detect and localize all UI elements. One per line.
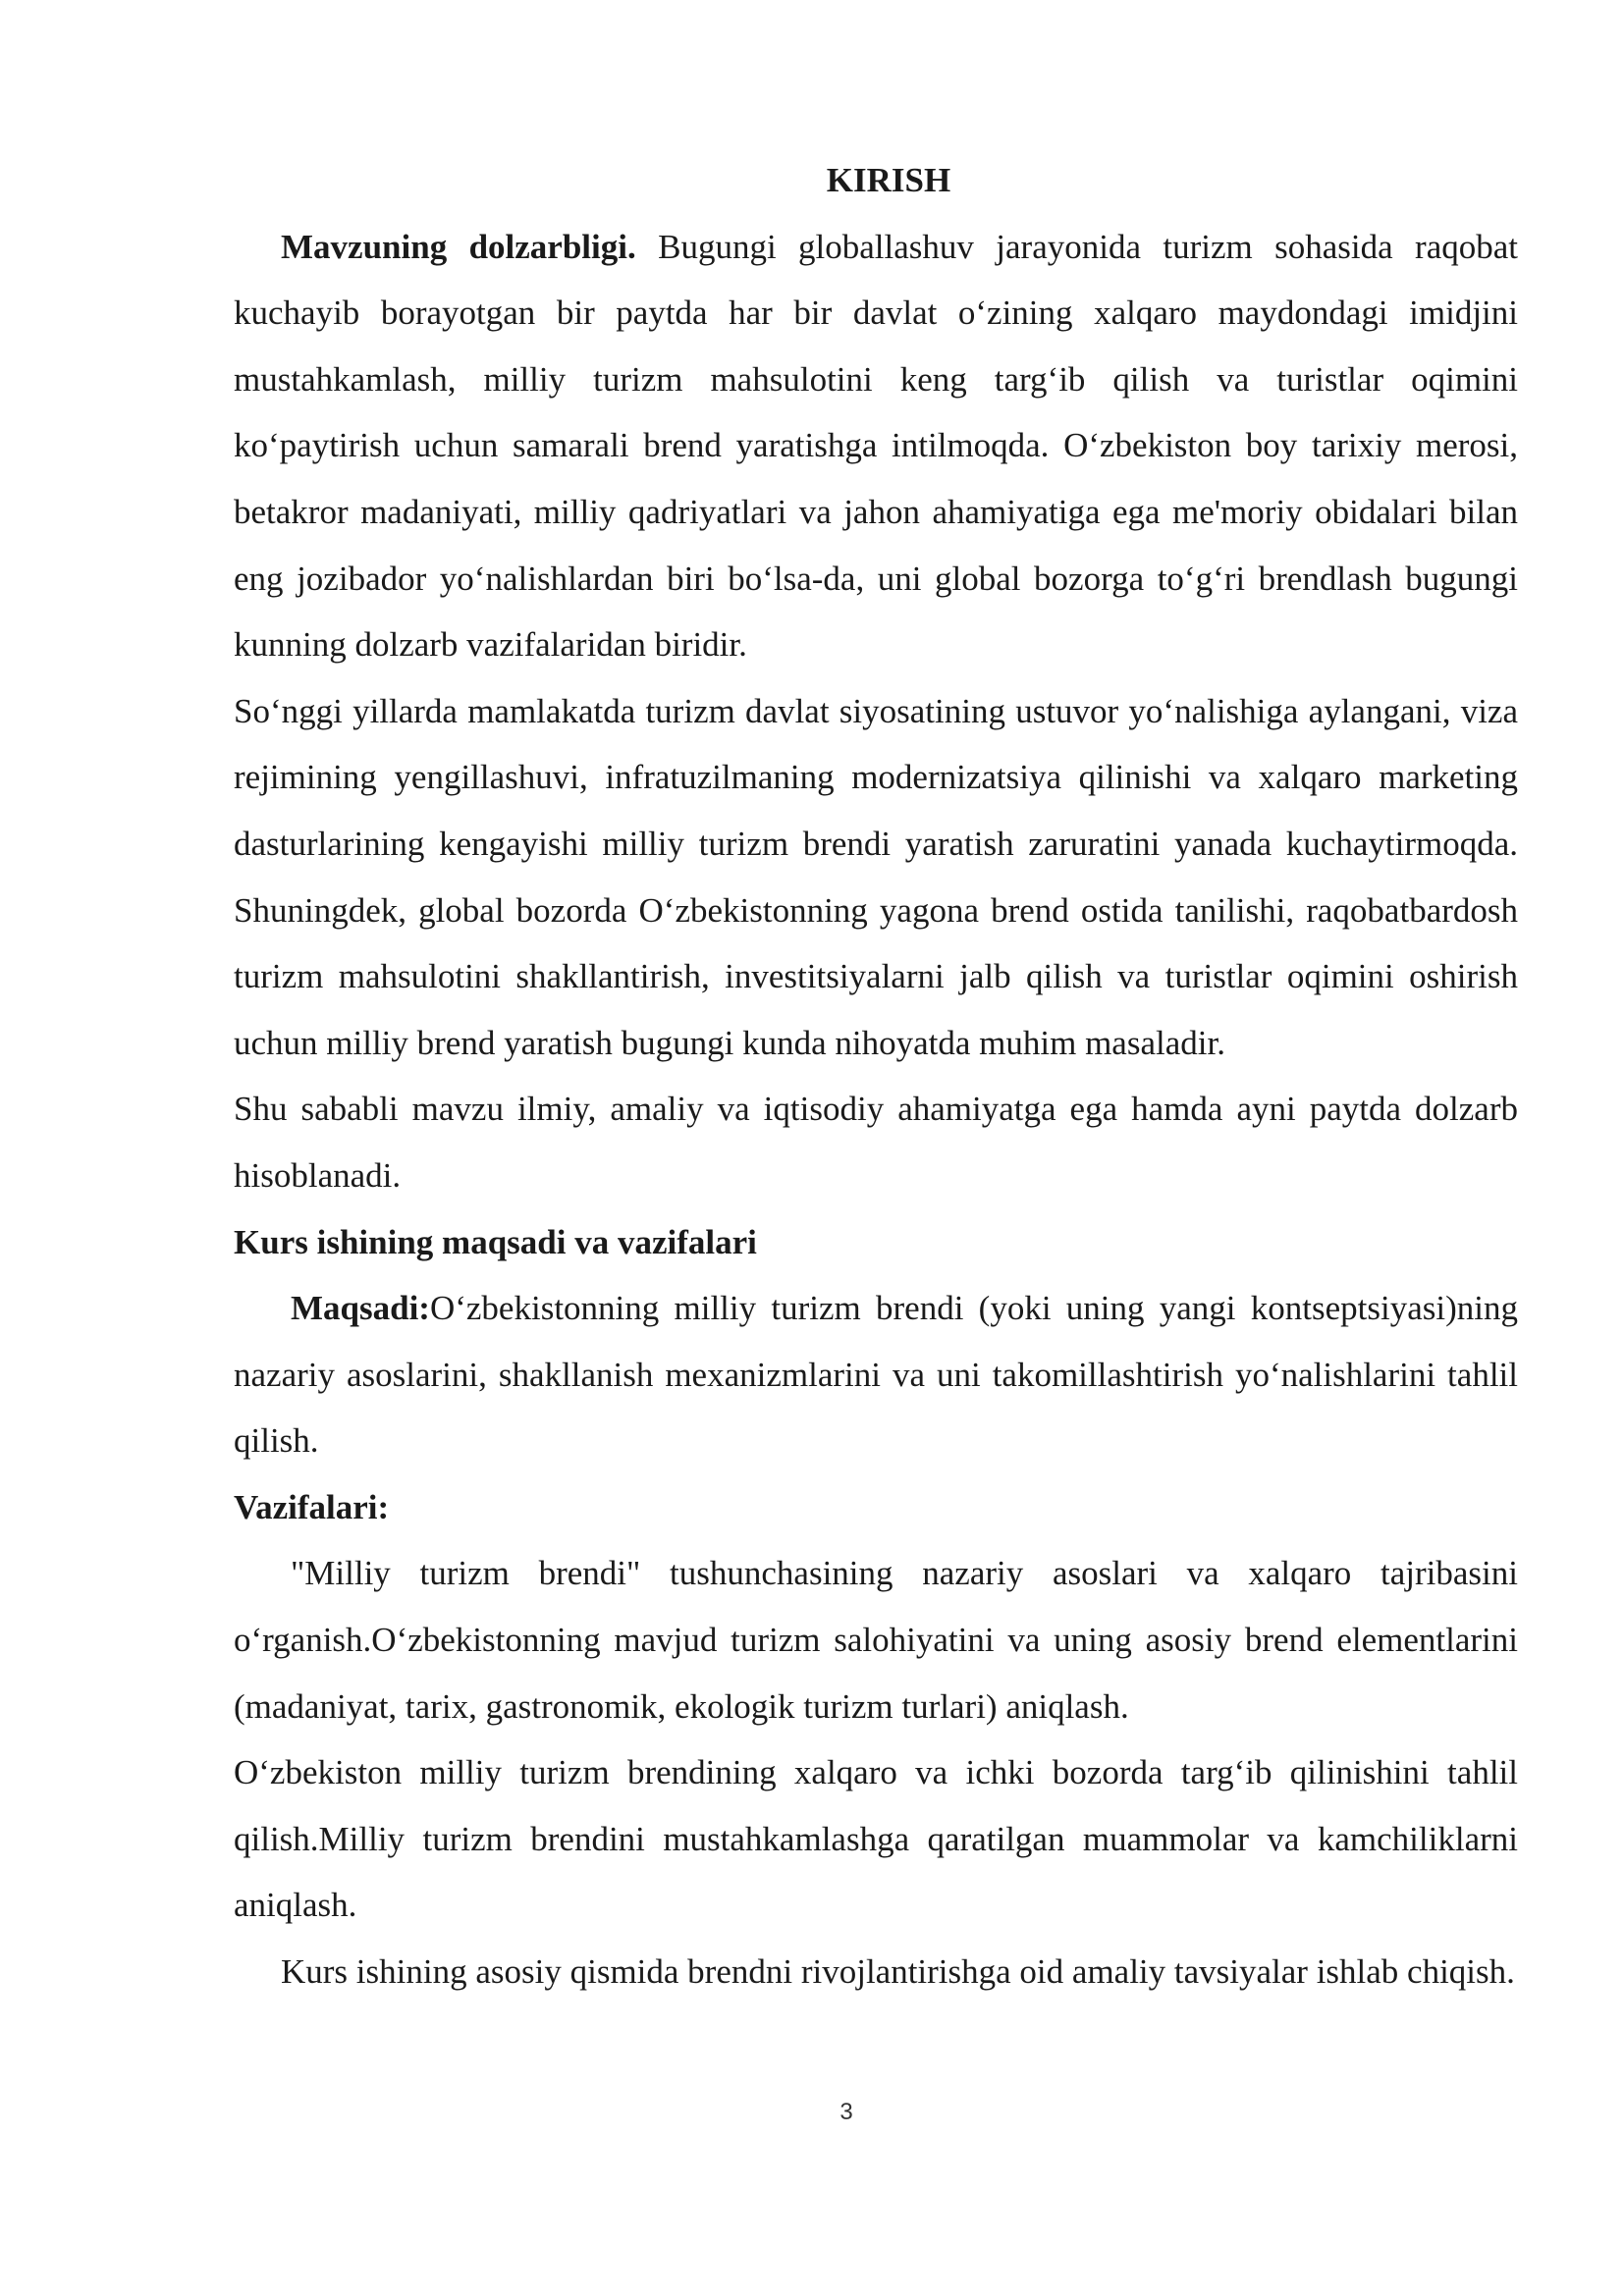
relevance-paragraph — [234, 214, 1518, 678]
goal-text: O‘zbekistonning milliy turizm brendi (yoki uning yangi kontseptsiyasi)ning nazariy asoslarini, shakllanish mexanizmlarini va uni takomillashtirish yo‘nalishlarini tahlil qilish. — [234, 1289, 1518, 1461]
page-number: 3 — [839, 2099, 853, 2125]
task-paragraph-1: "Milliy turizm brendi" tushunchasining nazariy asoslari va xalqaro tajribasini o‘rganish.O‘zbekistonning mavjud turizm salohiyatini va uning asosiy brend elementlarini (madaniyat, tarix, gastronomik, ekologik turizm turlari) aniqlash. — [234, 1554, 1518, 1726]
task-paragraph-2: O‘zbekiston milliy turizm brendining xalqaro va ichki bozorda targ‘ib qilinishini tahlil qilish.Milliy turizm brendini mustahkamlashga qaratilgan muammolar va kamchiliklarni aniqlash. — [234, 1753, 1518, 1925]
recent-years-paragraph: So‘nggi yillarda mamlakatda turizm davlat siyosatining ustuvor yo‘nalishiga aylangani, viza rejimining yengillashuvi, infratuzilmaning modernizatsiya qilinishi va xalqaro marketing dasturlarining kengayishi milliy turizm brendi yaratish zaruratini yanada kuchaytirmoqda. Shuningdek, global bozorda O‘zbekistonning yagona brend ostida tanilishi, raqobatbardosh turizm mahsulotini shakllantirish, investitsiyalarni jalb qilish va turistlar oqimini oshirish uchun milliy brend yaratish bugungi kunda nihoyatda muhim masaladir. — [234, 691, 1518, 1062]
goal-paragraph — [234, 1275, 1518, 1474]
section-title: KIRISH — [826, 161, 951, 199]
document-body — [234, 147, 1518, 2005]
relevance-text: Bugungi globallashuv jarayonida turizm sohasida raqobat kuchayib borayotgan bir paytda har bir davlat o‘zining xalqaro maydondagi imidjini mustahkamlash, milliy turizm mahsulotini keng targ‘ib qilish va turistlar oqimini ko‘paytirish uchun samarali brend yaratishga intilmoqda. O‘zbekiston boy tarixiy merosi, betakror madaniyati, milliy qadriyatlari va jahon ahamiyatiga ega me'moriy obidalari bilan eng jozibador yo‘nalishlardan biri bo‘lsa-da, uni global bozorga to‘g‘ri brendlash bugungi kunning dolzarb vazifalaridan biridir. — [234, 227, 1518, 665]
goals-heading: Kurs ishining maqsadi va vazifalari — [234, 1222, 757, 1261]
conclusion-paragraph: Shu sababli mavzu ilmiy, amaliy va iqtisodiy ahamiyatga ega hamda ayni paytda dolzarb hisoblanadi. — [234, 1090, 1518, 1195]
task-paragraph-3: Kurs ishining asosiy qismida brendni rivojlantirishga oid amaliy tavsiyalar ishlab chiqish. — [281, 1952, 1515, 1992]
goal-lead: Maqsadi: — [291, 1289, 430, 1328]
relevance-lead: Mavzuning dolzarbligi. — [281, 227, 636, 266]
tasks-heading: Vazifalari: — [234, 1487, 390, 1526]
